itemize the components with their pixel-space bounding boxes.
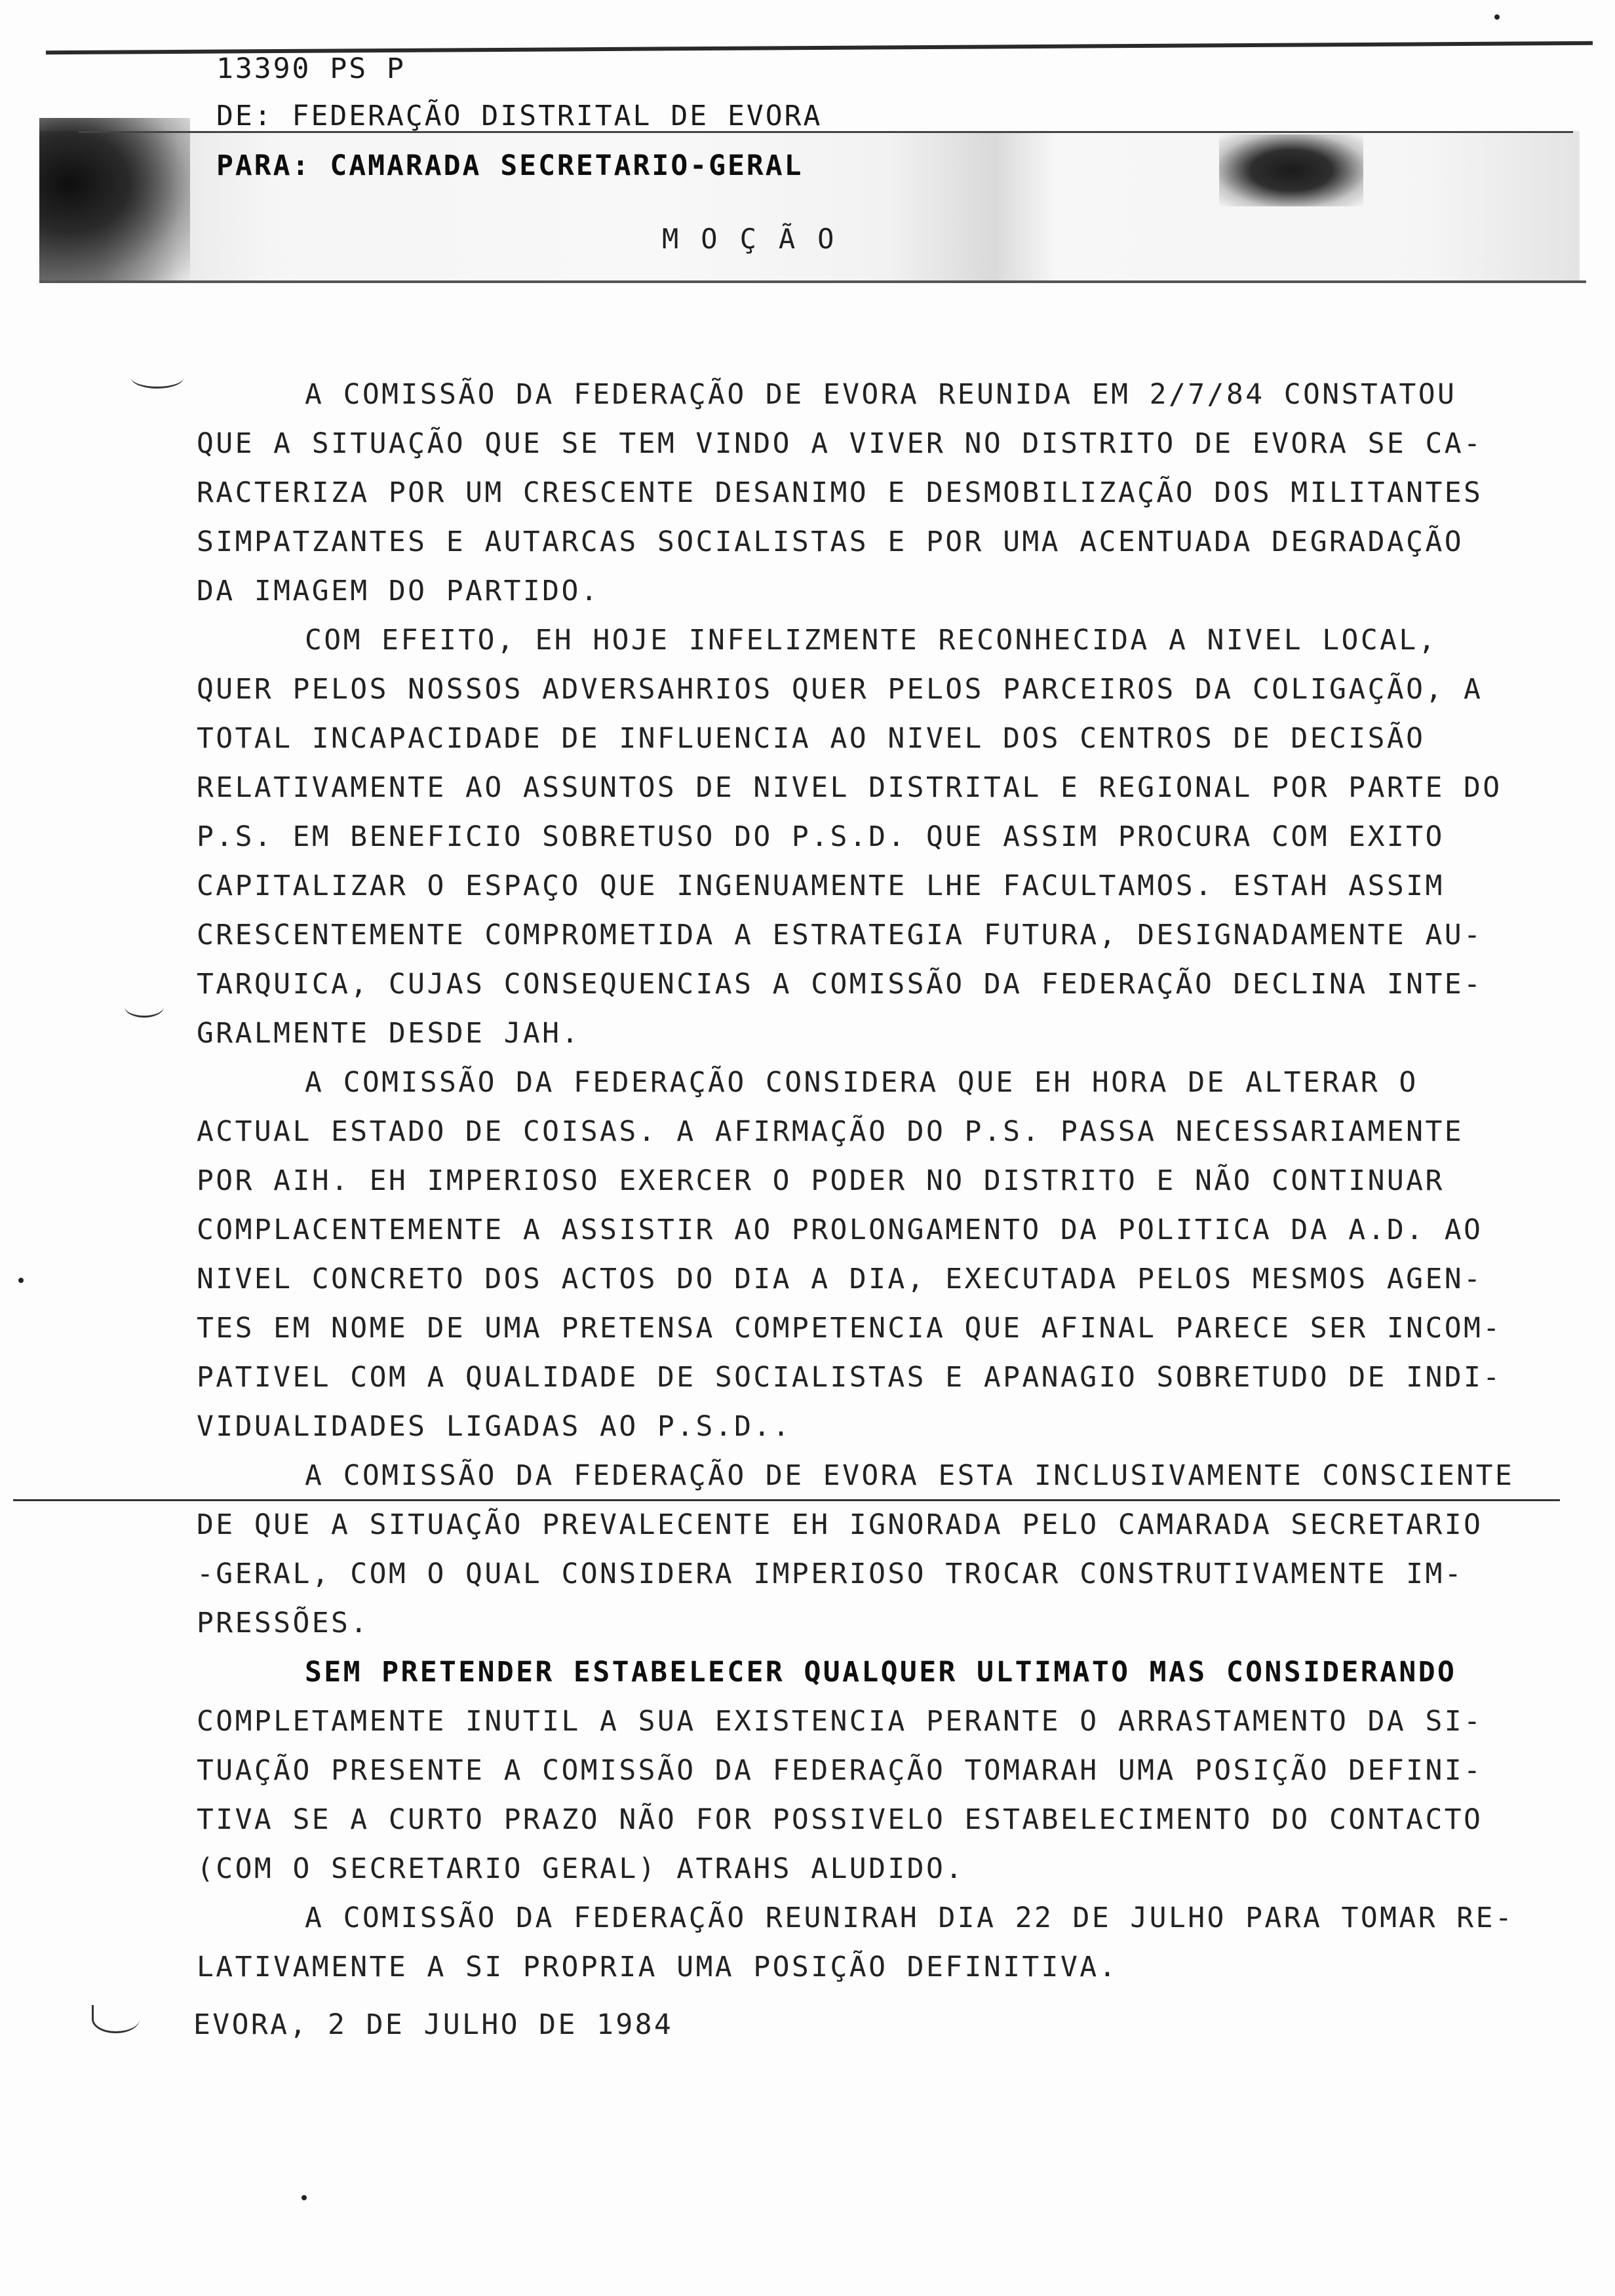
margin-mark (125, 996, 164, 1018)
body-line: SEM PRETENDER ESTABELECER QUALQUER ULTIMATO MAS CONSIDERANDO (305, 1656, 1457, 1689)
body-line: DA IMAGEM DO PARTIDO. (197, 575, 600, 607)
body-line: ACTUAL ESTADO DE COISAS. A AFIRMAÇÃO DO P.S. PASSA NECESSARIAMENTE (197, 1115, 1464, 1148)
body-line: LATIVAMENTE A SI PROPRIA UMA POSIÇÃO DEFINITIVA. (197, 1951, 1118, 1983)
stray-dot (302, 2195, 307, 2200)
body-line: COMPLACENTEMENTE A ASSISTIR AO PROLONGAMENTO DA POLITICA DA A.D. AO (197, 1214, 1483, 1246)
body-line: DE QUE A SITUAÇÃO PREVALECENTE EH IGNORADA PELO CAMARADA SECRETARIO (197, 1508, 1483, 1541)
body-line: VIDUALIDADES LIGADAS AO P.S.D.. (197, 1410, 792, 1443)
body-line: CAPITALIZAR O ESPAÇO QUE INGENUAMENTE LHE FACULTAMOS. ESTAH ASSIM (197, 870, 1445, 902)
body-line: TARQUICA, CUJAS CONSEQUENCIAS A COMISSÃO DA FEDERAÇÃO DECLINA INTE- (197, 968, 1483, 1001)
body-line: TES EM NOME DE UMA PRETENSA COMPETENCIA QUE AFINAL PARECE SER INCOM- (197, 1312, 1502, 1345)
motion-body (197, 370, 1580, 1992)
body-line: QUER PELOS NOSSOS ADVERSAHRIOS QUER PELOS PARCEIROS DA COLIGAÇÃO, A (197, 673, 1483, 706)
body-line: A COMISSÃO DA FEDERAÇÃO DE EVORA REUNIDA EM 2/7/84 CONSTATOU (305, 378, 1457, 411)
body-line: GRALMENTE DESDE JAH. (197, 1017, 581, 1050)
margin-mark (92, 2005, 140, 2033)
place-and-date: EVORA, 2 DE JULHO DE 1984 (193, 2008, 674, 2041)
body-line: A COMISSÃO DA FEDERAÇÃO CONSIDERA QUE EH HORA DE ALTERAR O (305, 1066, 1418, 1099)
body-line: -GERAL, COM O QUAL CONSIDERA IMPERIOSO TROCAR CONSTRUTIVAMENTE IM- (197, 1558, 1464, 1590)
body-line: TUAÇÃO PRESENTE A COMISSÃO DA FEDERAÇÃO TOMARAH UMA POSIÇÃO DEFINI- (197, 1754, 1483, 1787)
body-line: TIVA SE A CURTO PRAZO NÃO FOR POSSIVELO ESTABELECIMENTO DO CONTACTO (197, 1803, 1483, 1836)
document-title: MOÇÃO (662, 223, 857, 255)
recipient-line: PARA: CAMARADA SECRETARIO-GERAL (216, 149, 804, 182)
body-line: P.S. EM BENEFICIO SOBRETUSO DO P.S.D. QUE ASSIM PROCURA COM EXITO (197, 820, 1445, 853)
body-line: RACTERIZA POR UM CRESCENTE DESANIMO E DESMOBILIZAÇÃO DOS MILITANTES (197, 476, 1483, 509)
body-line: NIVEL CONCRETO DOS ACTOS DO DIA A DIA, EXECUTADA PELOS MESMOS AGEN- (197, 1263, 1483, 1295)
body-line: (COM O SECRETARIO GERAL) ATRAHS ALUDIDO. (197, 1852, 965, 1885)
sender-line: DE: FEDERAÇÃO DISTRITAL DE EVORA (216, 100, 823, 132)
body-line: A COMISSÃO DA FEDERAÇÃO DE EVORA ESTA INCLUSIVAMENTE CONSCIENTE (305, 1459, 1515, 1492)
header-smudge-right (1219, 134, 1363, 206)
body-line: COMPLETAMENTE INUTIL A SUA EXISTENCIA PERANTE O ARRASTAMENTO DA SI- (197, 1705, 1483, 1738)
body-line: POR AIH. EH IMPERIOSO EXERCER O PODER NO DISTRITO E NÃO CONTINUAR (197, 1164, 1445, 1197)
body-line: PRESSÕES. (197, 1607, 370, 1639)
stray-dot (18, 1278, 24, 1283)
body-line: TOTAL INCAPACIDADE DE INFLUENCIA AO NIVEL DOS CENTROS DE DECISÃO (197, 722, 1426, 755)
body-line: QUE A SITUAÇÃO QUE SE TEM VINDO A VIVER NO DISTRITO DE EVORA SE CA- (197, 427, 1483, 460)
body-line: SIMPATZANTES E AUTARCAS SOCIALISTAS E POR UMA ACENTUADA DEGRADAÇÃO (197, 526, 1464, 558)
header-smudge-left (39, 118, 190, 282)
margin-mark (131, 367, 184, 389)
body-line: RELATIVAMENTE AO ASSUNTOS DE NIVEL DISTRITAL E REGIONAL POR PARTE DO (197, 771, 1502, 804)
body-line: A COMISSÃO DA FEDERAÇÃO REUNIRAH DIA 22 DE JULHO PARA TOMAR RE- (305, 1902, 1515, 1934)
header-rule-bottom (39, 280, 1586, 283)
body-line: CRESCENTEMENTE COMPROMETIDA A ESTRATEGIA FUTURA, DESIGNADAMENTE AU- (197, 919, 1483, 951)
body-line: PATIVEL COM A QUALIDADE DE SOCIALISTAS E APANAGIO SOBRETUDO DE INDI- (197, 1361, 1502, 1394)
body-line: COM EFEITO, EH HOJE INFELIZMENTE RECONHECIDA A NIVEL LOCAL, (305, 624, 1438, 657)
document-reference: 13390 PS P (216, 52, 406, 85)
stray-dot (1494, 14, 1500, 20)
